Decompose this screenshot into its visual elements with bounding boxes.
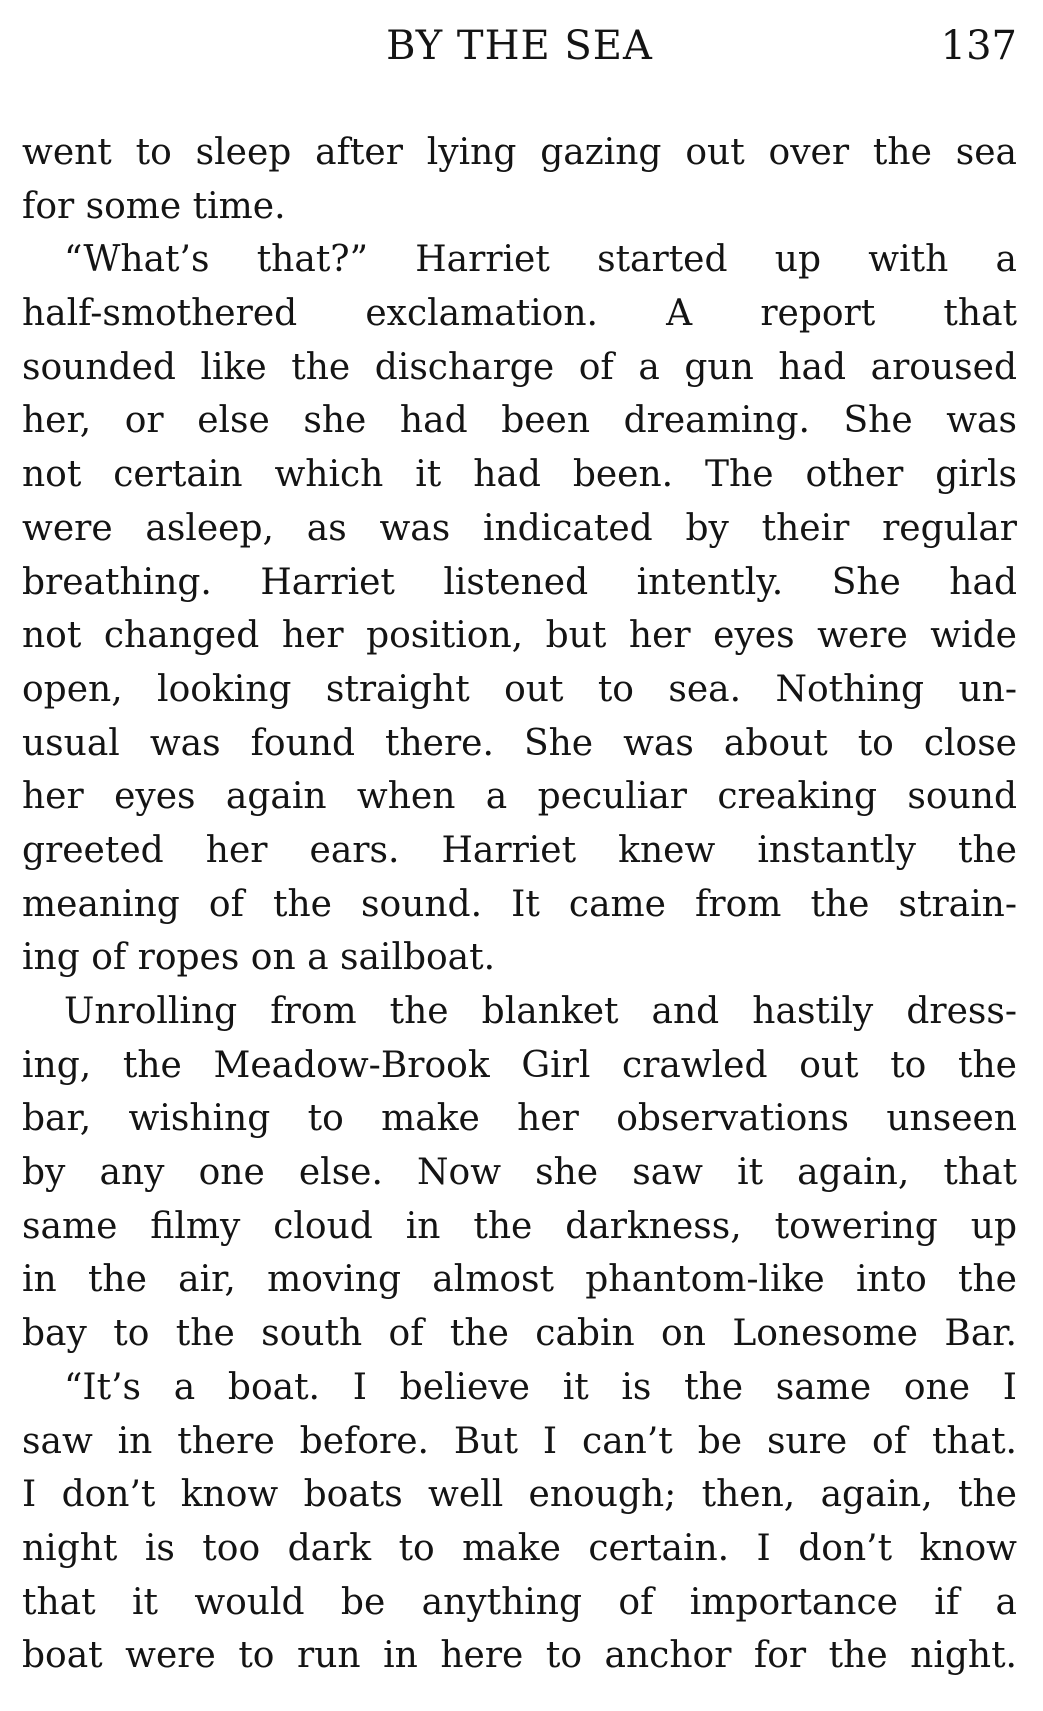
text-line: night is too dark to make certain. I don’t know [22, 1527, 1017, 1569]
text-line: in the air, moving almost phantom-like into the [22, 1259, 1017, 1301]
text-line: were asleep, as was indicated by their regular [22, 507, 1017, 549]
page-header [22, 16, 1017, 76]
text-line: Unrolling from the blanket and hastily dress- [64, 991, 1017, 1032]
text-line: her, or else she had been dreaming. She was [22, 400, 1017, 442]
text-line: I don’t know boats well enough; then, again, the [22, 1474, 1017, 1516]
text-line: breathing. Harriet listened intently. She had [22, 561, 1017, 603]
text-line: bar, wishing to make her observations unseen [22, 1098, 1017, 1140]
text-line: “It’s a boat. I believe it is the same one I [64, 1366, 1017, 1408]
text-line: her eyes again when a peculiar creaking sound [22, 776, 1017, 818]
running-head: BY THE SEA [386, 23, 653, 69]
text-line: went to sleep after lying gazing out over the sea [22, 132, 1017, 173]
text-line: same filmy cloud in the darkness, towering up [22, 1205, 1017, 1247]
text-line: not changed her position, but her eyes were wide [22, 615, 1017, 657]
text-line: usual was found there. She was about to close [22, 722, 1017, 764]
text-line: ing, the Meadow-Brook Girl crawled out to the [22, 1044, 1017, 1086]
text-line: by any one else. Now she saw it again, that [22, 1152, 1017, 1194]
text-line: meaning of the sound. It came from the strain- [22, 883, 1017, 925]
text-line: for some time. [22, 185, 286, 227]
text-line: saw in there before. But I can’t be sure of that. [22, 1420, 1017, 1462]
text-line: half-smothered exclamation. A report that [22, 293, 1017, 335]
text-line: not certain which it had been. The other girls [22, 454, 1017, 496]
text-line: “What’s that?” Harriet started up with a [64, 239, 1017, 281]
text-line: bay to the south of the cabin on Lonesome Bar. [22, 1313, 1017, 1355]
text-line: that it would be anything of importance if a [22, 1581, 1017, 1623]
text-line: boat were to run in here to anchor for the night. [22, 1635, 1017, 1677]
body-text [22, 126, 1017, 1683]
text-line: sounded like the discharge of a gun had aroused [22, 346, 1017, 388]
page-number: 137 [940, 23, 1017, 69]
text-line: greeted her ears. Harriet knew instantly the [22, 829, 1017, 871]
text-line: ing of ropes on a sailboat. [22, 937, 496, 979]
text-line: open, looking straight out to sea. Nothing un- [22, 668, 1017, 710]
